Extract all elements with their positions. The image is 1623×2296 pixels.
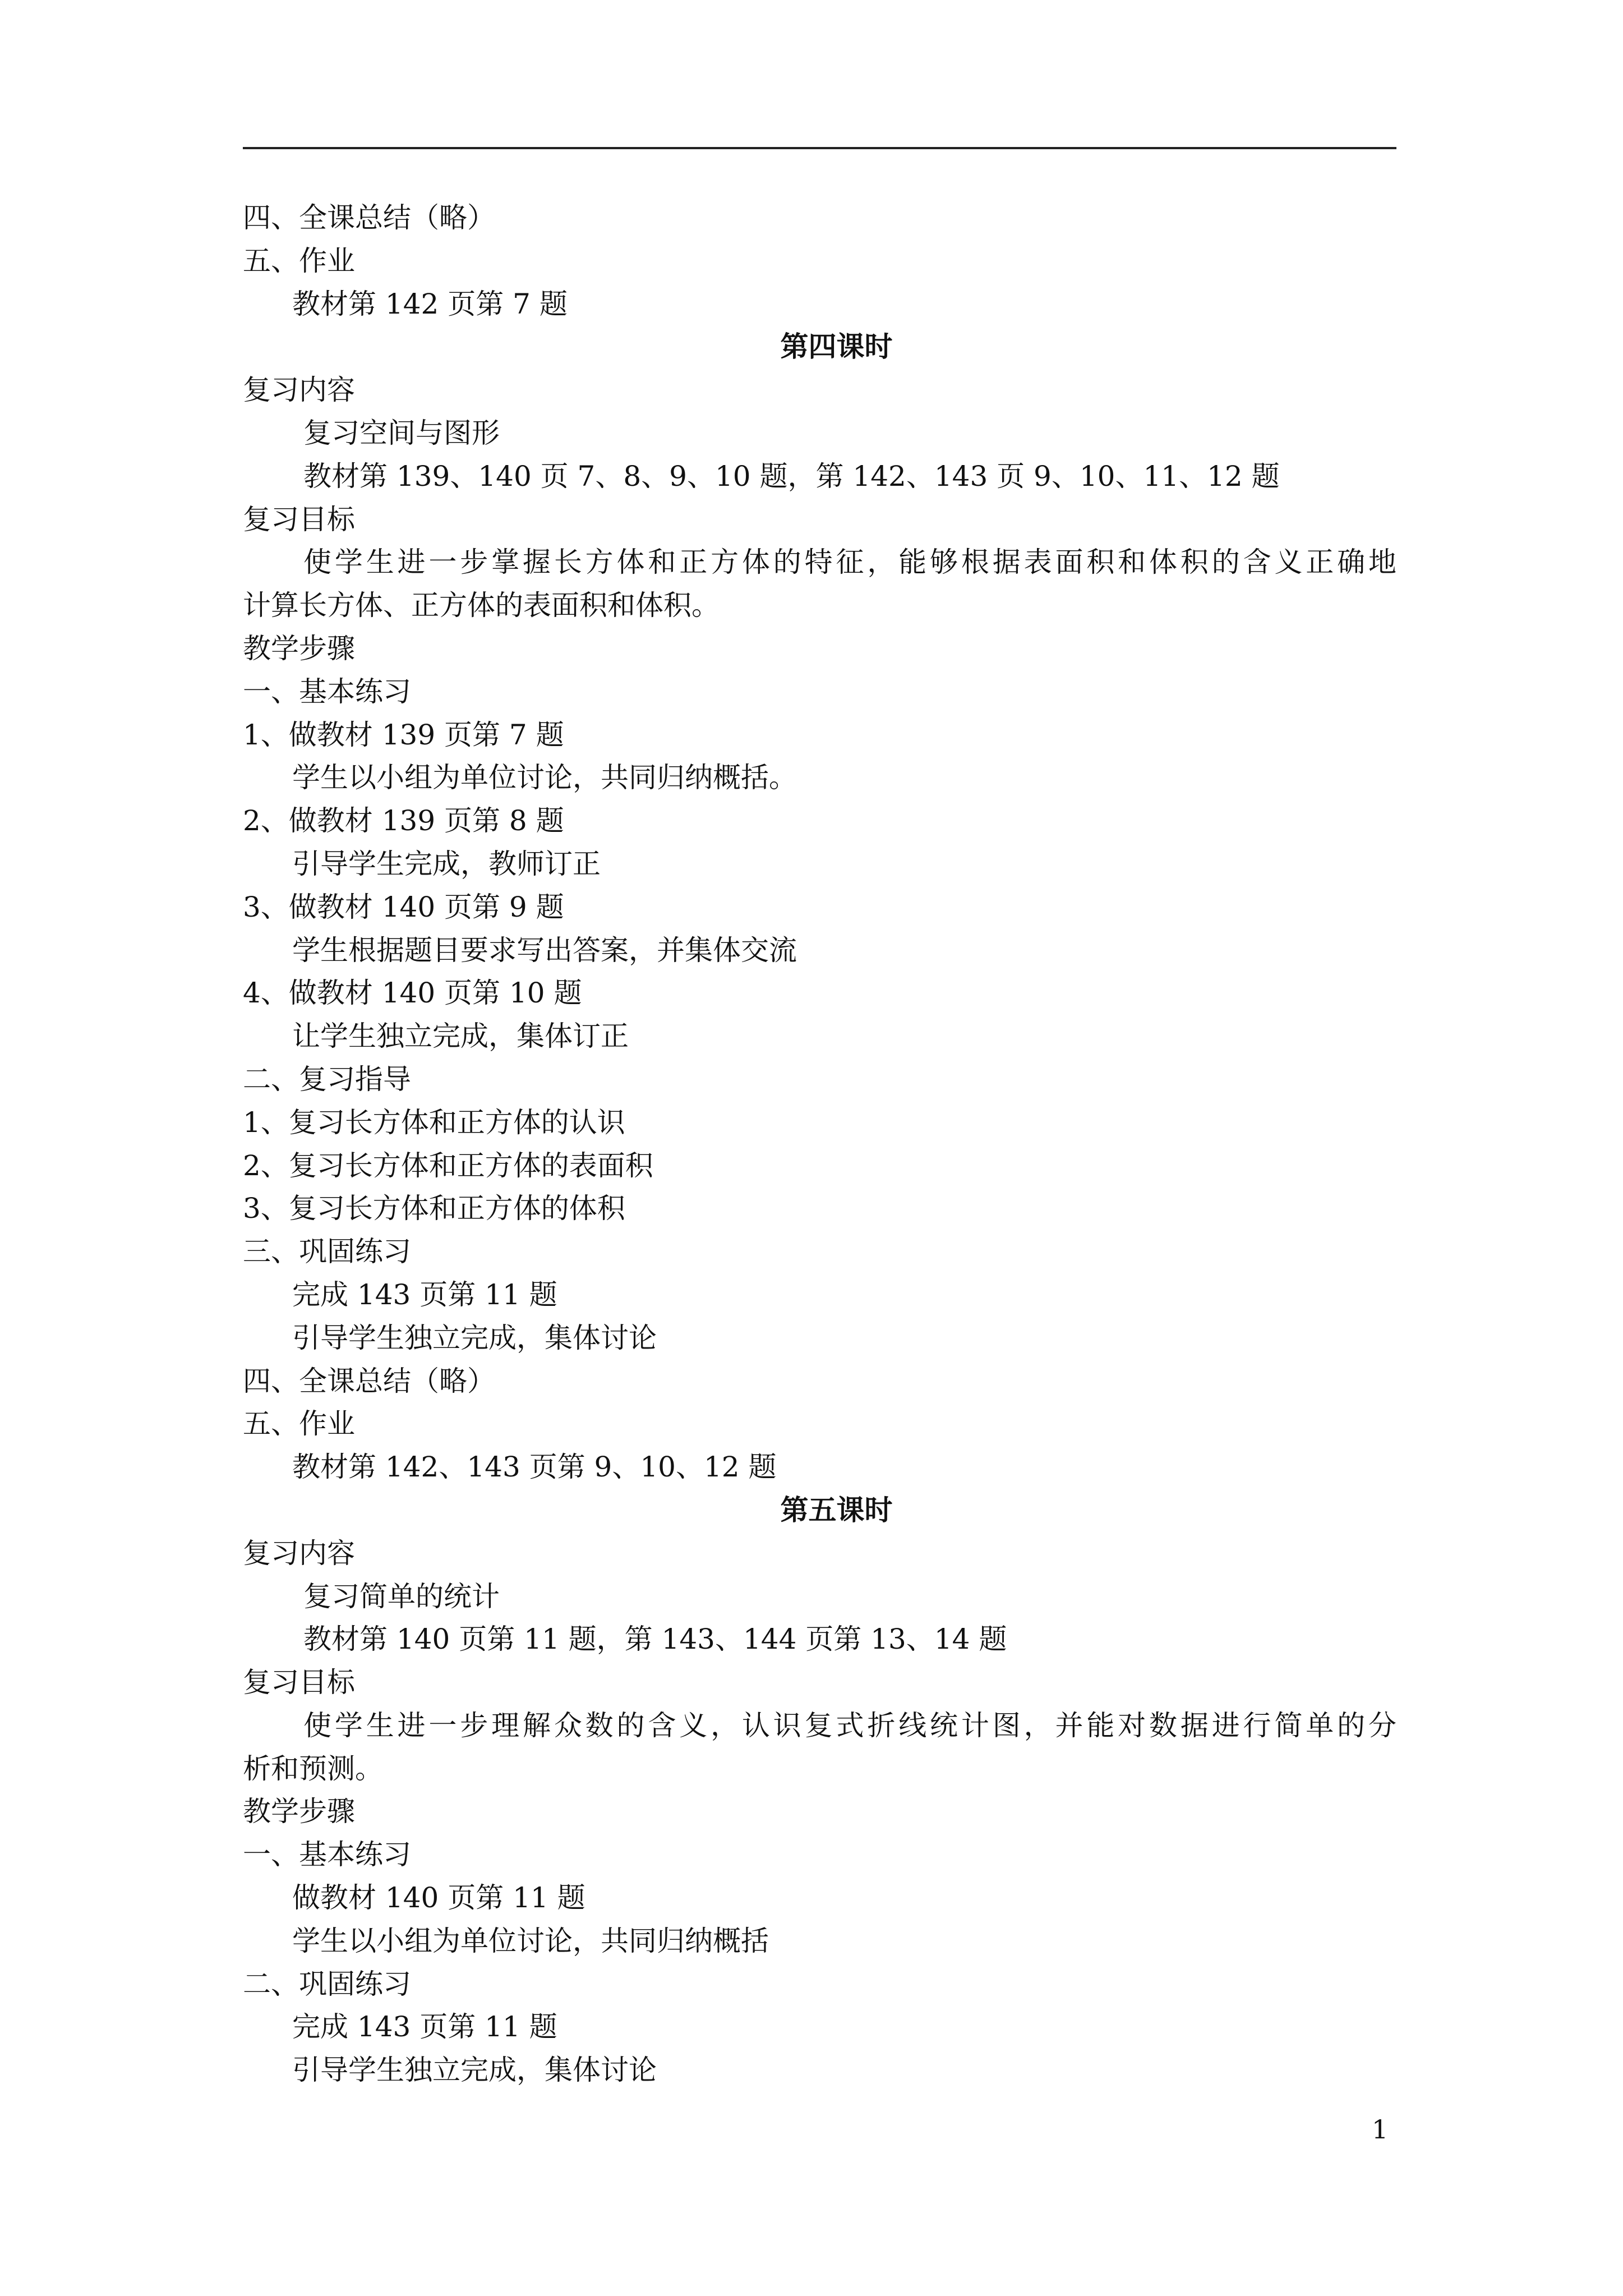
guidance-item: 2、复习长方体和正方体的表面积 (243, 1149, 653, 1182)
teaching-steps-label: 教学步骤 (243, 632, 355, 665)
guidance-item: 1、复习长方体和正方体的认识 (243, 1106, 625, 1139)
consolidation-note: 引导学生独立完成，集体讨论 (292, 2054, 657, 2087)
section-summary: 四、全课总结（略） (243, 1364, 495, 1397)
homework-detail: 教材第 142 页第 7 题 (292, 287, 568, 320)
consolidation-item: 完成 143 页第 11 题 (292, 1278, 557, 1311)
review-content-pages: 教材第 139、140 页 7、8、9、10 题，第 142、143 页 9、10、11、12 题 (303, 459, 1280, 493)
review-goal-line-1: 使学生进一步理解众数的含义，认识复式折线统计图，并能对数据进行简单的分 (303, 1709, 1396, 1742)
consolidation-note: 引导学生独立完成，集体讨论 (292, 1321, 657, 1354)
review-goal-label: 复习目标 (243, 1666, 355, 1699)
review-goal-paragraph (243, 541, 1396, 627)
lesson-four-heading: 第四课时 (780, 330, 893, 364)
exercise-note: 引导学生完成，教师订正 (292, 847, 601, 880)
review-goal-line-1: 使学生进一步掌握长方体和正方体的特征，能够根据表面积和体积的含义正确地 (303, 546, 1396, 579)
step-basic-practice: 一、基本练习 (243, 1838, 411, 1871)
exercise-note: 让学生独立完成，集体订正 (292, 1020, 629, 1053)
review-goal-label: 复习目标 (243, 503, 355, 536)
guidance-item: 3、复习长方体和正方体的体积 (243, 1192, 625, 1225)
step-basic-practice: 一、基本练习 (243, 675, 411, 708)
page-number: 1 (1372, 2114, 1389, 2145)
step-consolidation: 三、巩固练习 (243, 1235, 411, 1268)
exercise-note: 学生根据题目要求写出答案，并集体交流 (292, 933, 797, 967)
section-homework: 五、作业 (243, 1407, 355, 1441)
exercise-item: 2、做教材 139 页第 8 题 (243, 804, 564, 838)
review-content-label: 复习内容 (243, 1536, 355, 1570)
review-goal-paragraph (243, 1704, 1396, 1791)
exercise-note: 学生以小组为单位讨论，共同归纳概括 (292, 1924, 769, 1957)
section-homework: 五、作业 (243, 244, 355, 277)
step-consolidation: 二、巩固练习 (243, 1967, 411, 2000)
review-content-pages: 教材第 140 页第 11 题，第 143、144 页第 13、14 题 (303, 1623, 1007, 1656)
review-content-topic: 复习简单的统计 (303, 1580, 500, 1613)
review-content-topic: 复习空间与图形 (303, 416, 500, 449)
review-goal-line-2: 计算长方体、正方体的表面积和体积。 (243, 589, 720, 622)
consolidation-item: 完成 143 页第 11 题 (292, 2010, 557, 2044)
review-goal-line-2: 析和预测。 (243, 1752, 383, 1785)
teaching-steps-label: 教学步骤 (243, 1795, 355, 1828)
lesson-five-heading: 第五课时 (780, 1493, 893, 1526)
document-body (243, 196, 1396, 2092)
exercise-item: 3、做教材 140 页第 9 题 (243, 890, 564, 923)
header-rule (243, 147, 1396, 149)
exercise-item: 1、做教材 139 页第 7 题 (243, 718, 564, 751)
step-review-guidance: 二、复习指导 (243, 1062, 411, 1096)
homework-detail: 教材第 142、143 页第 9、10、12 题 (292, 1451, 777, 1484)
exercise-item: 4、做教材 140 页第 10 题 (243, 977, 582, 1010)
exercise-note: 学生以小组为单位讨论，共同归纳概括。 (292, 761, 797, 794)
review-content-label: 复习内容 (243, 374, 355, 407)
exercise-item: 做教材 140 页第 11 题 (292, 1881, 585, 1915)
section-summary: 四、全课总结（略） (243, 201, 495, 234)
